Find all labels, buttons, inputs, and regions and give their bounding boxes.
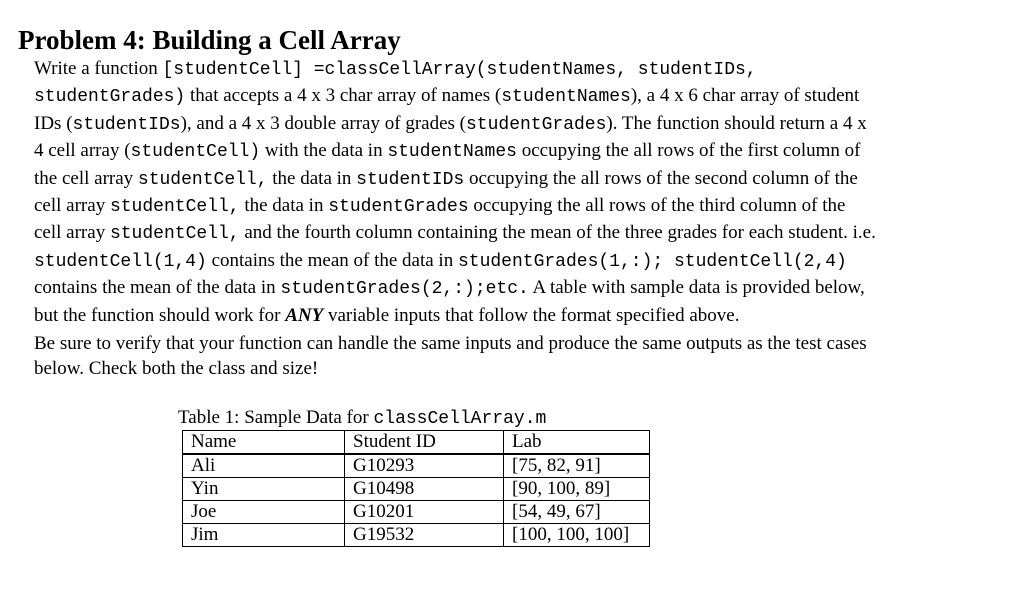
text-run: 4 cell array ( bbox=[34, 140, 131, 162]
text-run: Be sure to verify that your function can handle the same inputs and produce the same outputs as the test cases bbox=[34, 333, 867, 354]
text-run: the data in bbox=[267, 167, 357, 189]
cell-name: Yin bbox=[183, 478, 345, 501]
inline-code: studentCell, bbox=[109, 224, 240, 245]
inline-code: studentCell(1,4) bbox=[34, 251, 207, 272]
text-run: ). The function should return a 4 x bbox=[606, 112, 867, 134]
verification-note bbox=[34, 331, 994, 382]
inline-code: studentGrades bbox=[465, 114, 607, 135]
inline-code: studentNames bbox=[387, 142, 517, 163]
inline-code: studentCell, bbox=[109, 197, 240, 218]
text-run: IDs ( bbox=[34, 112, 73, 134]
sample-data-table bbox=[182, 430, 650, 547]
cell-student-id: G10498 bbox=[345, 478, 504, 501]
text-line bbox=[34, 275, 994, 302]
inline-code: studentNames bbox=[501, 87, 631, 108]
text-run: variable inputs that follow the format specified above. bbox=[323, 304, 740, 326]
inline-code: studentIDs bbox=[72, 114, 181, 135]
text-run: below. Check both the class and size! bbox=[34, 358, 319, 380]
text-run: contains the mean of the data in bbox=[34, 277, 281, 299]
text-run: contains the mean of the data in bbox=[206, 249, 458, 271]
cell-name: Ali bbox=[183, 454, 345, 478]
table-row bbox=[183, 524, 650, 547]
inline-code: [studentCell] =classCellArray(studentNames, studentIDs, bbox=[162, 60, 757, 80]
inline-code: studentGrades bbox=[328, 197, 469, 218]
text-run: cell array bbox=[34, 222, 110, 244]
table-row bbox=[183, 454, 650, 478]
text-run: ), a 4 x 6 char array of student bbox=[630, 85, 860, 107]
text-line bbox=[34, 331, 994, 356]
text-run: but the function should work for bbox=[34, 304, 286, 326]
text-line bbox=[34, 248, 994, 275]
text-run: occupying the all rows of the first column of bbox=[516, 140, 861, 162]
cell-lab: [54, 49, 67] bbox=[504, 501, 650, 524]
inline-code: studentGrades(1,:); studentCell(2,4) bbox=[457, 251, 847, 272]
table-row bbox=[183, 501, 650, 524]
problem-description bbox=[34, 56, 994, 328]
text-run: and the fourth column containing the mean of the three grades for each student. i.e. bbox=[239, 222, 876, 244]
text-run: occupying the all rows of the second column of the bbox=[464, 167, 858, 189]
cell-name: Joe bbox=[183, 501, 345, 524]
text-line bbox=[34, 56, 994, 83]
header-lab: Lab bbox=[504, 431, 650, 455]
text-run: the data in bbox=[239, 195, 329, 217]
text-line bbox=[34, 356, 994, 381]
inline-code: studentGrades(2,:);etc. bbox=[280, 279, 529, 300]
header-name: Name bbox=[183, 431, 345, 455]
emphasis-text: ANY bbox=[285, 304, 324, 326]
text-line bbox=[34, 138, 994, 165]
text-line bbox=[34, 220, 994, 247]
text-line bbox=[34, 166, 994, 193]
text-run: that accepts a 4 x 3 char array of names ( bbox=[185, 85, 502, 107]
table-caption-text: Table 1: Sample Data for bbox=[178, 407, 374, 428]
table-caption bbox=[178, 406, 546, 431]
text-run: cell array bbox=[34, 195, 110, 217]
inline-code: studentCell) bbox=[130, 142, 261, 163]
text-run: A table with sample data is provided below, bbox=[528, 277, 865, 299]
text-run: occupying the all rows of the third column of the bbox=[468, 195, 846, 217]
text-line bbox=[34, 193, 994, 220]
cell-lab: [100, 100, 100] bbox=[504, 524, 650, 547]
problem-title: Problem 4: Building a Cell Array bbox=[18, 25, 401, 55]
cell-student-id: G10201 bbox=[345, 501, 504, 524]
cell-student-id: G19532 bbox=[345, 524, 504, 547]
inline-code: studentGrades) bbox=[34, 87, 186, 108]
cell-lab: [90, 100, 89] bbox=[504, 478, 650, 501]
table-row bbox=[183, 478, 650, 501]
text-run: the cell array bbox=[34, 167, 138, 189]
cell-student-id: G10293 bbox=[345, 454, 504, 478]
header-student-id: Student ID bbox=[345, 431, 504, 455]
text-run: ), and a 4 x 3 double array of grades ( bbox=[180, 112, 466, 134]
text-line bbox=[34, 111, 994, 138]
table-header-row bbox=[183, 431, 650, 455]
text-run: Write a function bbox=[34, 58, 163, 79]
cell-name: Jim bbox=[183, 524, 345, 547]
inline-code: studentCell, bbox=[137, 169, 268, 190]
text-line bbox=[34, 303, 994, 328]
text-line bbox=[34, 83, 994, 110]
text-run: with the data in bbox=[260, 140, 388, 162]
cell-lab: [75, 82, 91] bbox=[504, 454, 650, 478]
inline-code: studentIDs bbox=[356, 169, 465, 190]
table-caption-filename: classCellArray.m bbox=[373, 409, 547, 429]
